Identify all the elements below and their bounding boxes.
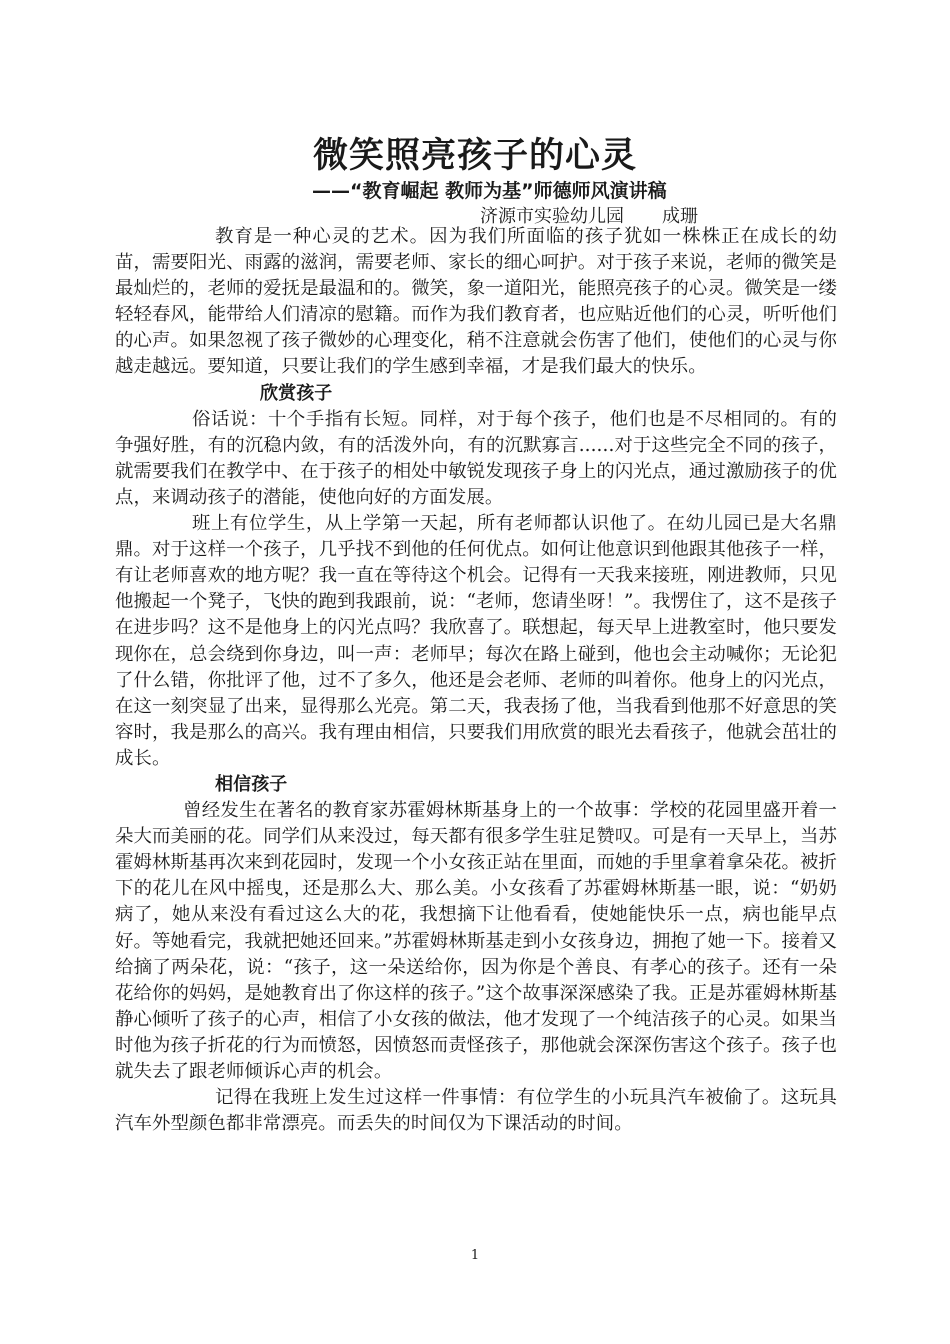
body-paragraph: 班上有位学生，从上学第一天起，所有老师都认识他了。在幼儿园已是大名鼎鼎。对于这样一个孩子，几乎找不到他的任何优点。如何让他意识到他跟其他孩子一样，有让老师喜欢的地方呢？我一直在等待这个机会。记得有一天我来接班，刚进教师，只见他搬起一个凳子，飞快的跑到我跟前，说：“老师，您请坐呀！”。我愣住了，这不是孩子在进步吗？这不是他身上的闪光点吗？我欣喜了。联想起，每天早上进教室时，他只要发现你在，总会绕到你身边，叫一声：老师早；每次在路上碰到，他也会主动喊你；无论犯了什么错，你批评了他，过不了多久，他还是会老师、老师的叫着你。他身上的闪光点，在这一刻突显了出来，显得那么光亮。第二天，我表扬了他，当我看到他那不好意思的笑容时，我是那么的高兴。我有理由相信，只要我们用欣赏的眼光去看孩子，他就会茁壮的成长。	[115, 513, 837, 769]
author-name: 成珊	[662, 206, 698, 227]
document-body	[115, 224, 837, 1137]
section-heading-trust: 相信孩子	[215, 773, 288, 795]
document-title: 微笑照亮孩子的心灵	[312, 136, 637, 176]
author-org: 济源市实验幼儿园	[480, 206, 624, 227]
body-paragraph: 记得在我班上发生过这样一件事情：有位学生的小玩具汽车被偷了。这玩具汽车外型颜色都非常漂亮。而丢失的时间仅为下课活动的时间。	[115, 1087, 837, 1135]
body-paragraph: 曾经发生在著名的教育家苏霍姆林斯基身上的一个故事：学校的花园里盛开着一朵大而美丽的花。同学们从来没过，每天都有很多学生驻足赞叹。可是有一天早上，当苏霍姆林斯基再次来到花园时，发现一个小女孩正站在里面，而她的手里拿着拿朵花。被折下的花儿在风中摇曳，还是那么大、那么美。小女孩看了苏霍姆林斯基一眼，说：“奶奶病了，她从来没有看过这么大的花，我想摘下让他看看，使她能快乐一点，病也能早点好。等她看完，我就把她还回来。”苏霍姆林斯基走到小女孩身边，拥抱了她一下。接着又给摘了两朵花，说：“孩子，这一朵送给你，因为你是个善良、有孝心的孩子。还有一朵花给你的妈妈，是她教育出了你这样的孩子。”这个故事深深感染了我。正是苏霍姆林斯基静心倾听了孩子的心声，相信了小女孩的做法，他才发现了一个纯洁孩子的心灵。如果当时他为孩子折花的行为而愤怒，因愤怒而责怪孩子，那他就会深深伤害这个孩子。孩子也就失去了跟老师倾诉心声的机会。	[115, 800, 837, 1082]
section-heading-appreciate: 欣赏孩子	[260, 382, 333, 404]
body-paragraph: 俗话说：十个手指有长短。同样，对于每个孩子，他们也是不尽相同的。有的争强好胜，有的沉稳内敛，有的活泼外向，有的沉默寡言......对于这些完全不同的孩子，就需要我们在教学中、在于孩子的相处中敏锐发现孩子身上的闪光点，通过激励孩子的优点，来调动孩子的潜能，使他向好的方面发展。	[115, 408, 837, 508]
page-number: 1	[470, 1248, 480, 1263]
document-subtitle: ——“教育崛起 教师为基”师德师风演讲稿	[312, 180, 667, 202]
intro-paragraph: 教育是一种心灵的艺术。因为我们所面临的孩子犹如一株株正在成长的幼苗，需要阳光、雨露的滋润，需要老师、家长的细心呵护。对于孩子来说，老师的微笑是最灿烂的，老师的爱抚是最温和的。微笑，象一道阳光，能照亮孩子的心灵。微笑是一缕轻轻春风，能带给人们清凉的慰籍。而作为我们教育者，也应贴近他们的心灵，听听他们的心声。如果忽视了孩子微妙的心理变化，稍不注意就会伤害了他们，使他们的心灵与你越走越远。要知道，只要让我们的学生感到幸福，才是我们最大的快乐。	[115, 226, 837, 378]
